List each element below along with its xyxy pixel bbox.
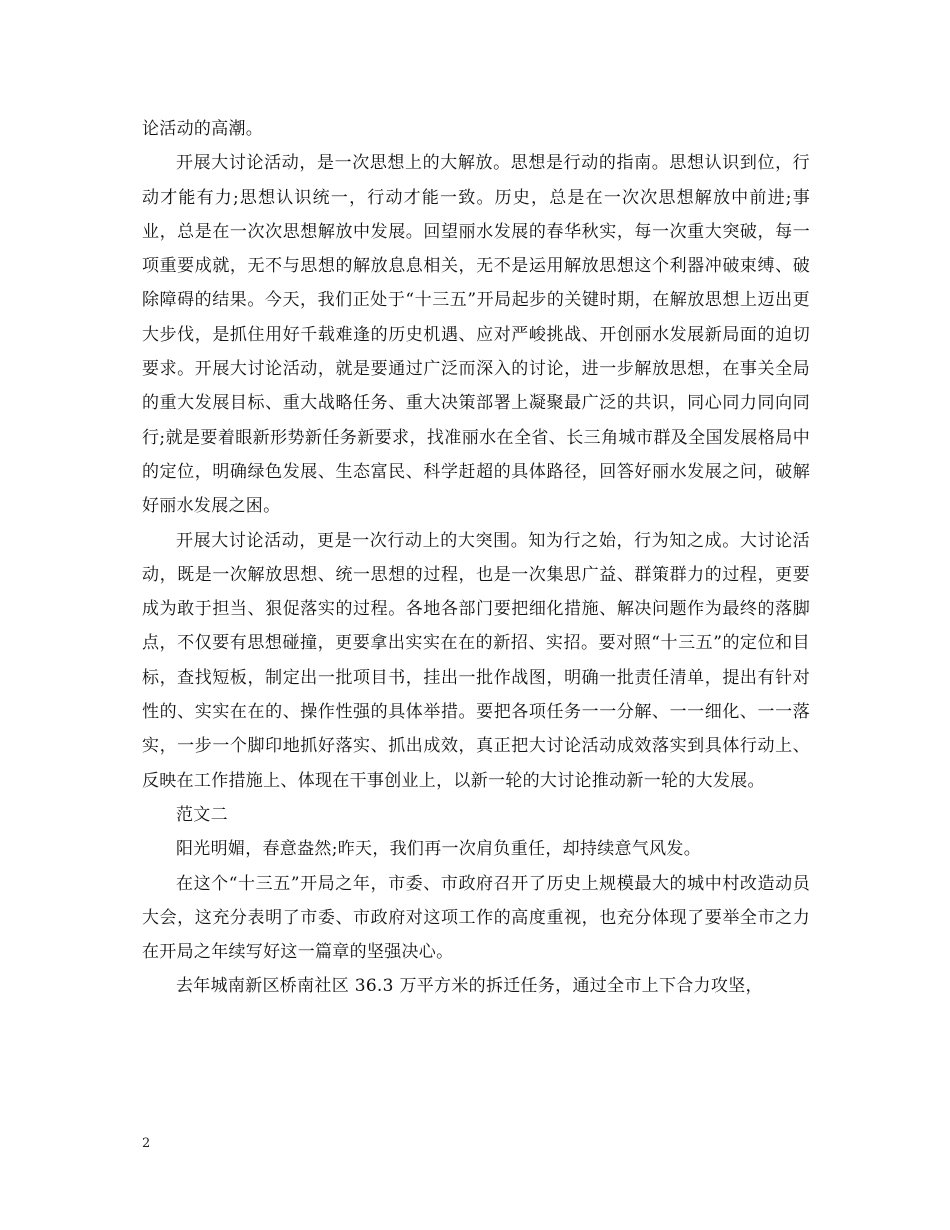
document-body [142, 112, 810, 1004]
paragraph-3: 开展大讨论活动，更是一次行动上的大突围。知为行之始，行为知之成。大讨论活动，既是一次解放思想、统一思想的过程，也是一次集思广益、群策群力的过程，更要成为敢于担当、狠促落实的过程。各地各部门要把细化措施、解决问题作为最终的落脚点，不仅要有思想碰撞，更要拿出实实在在的新招、实招。要对照“十三五”的定位和目标，查找短板，制定出一批项目书，挂出一批作战图，明确一批责任清单，提出有针对性的、实实在在的、操作性强的具体举措。要把各项任务一一分解、一一细化、一一落实，一步一个脚印地抓好落实、抓出成效，真正把大讨论活动成效落实到具体行动上、反映在工作措施上、体现在干事创业上，以新一轮的大讨论推动新一轮的大发展。 [142, 530, 810, 791]
paragraph-5: 在这个“十三五”开局之年，市委、市政府召开了历史上规模最大的城中村改造动员大会，这充分表明了市委、市政府对这项工作的高度重视，也充分体现了要举全市之力在开局之年续写好这一篇章的坚强决心。 [142, 873, 810, 963]
section-heading: 范文二 [176, 804, 228, 825]
paragraph-4: 阳光明媚，春意盎然;昨天，我们再一次肩负重任，却持续意气风发。 [176, 839, 702, 860]
page-number: 2 [142, 1136, 151, 1151]
paragraph-1: 论活动的高潮。 [142, 119, 264, 139]
paragraph-2: 开展大讨论活动，是一次思想上的大解放。思想是行动的指南。思想认识到位，行动才能有力;思想认识统一，行动才能一致。历史，总是在一次次思想解放中前进;事业，总是在一次次思想解放中发展。回望丽水发展的春华秋实，每一次重大突破，每一项重要成就，无不与思想的解放息息相关，无不是运用解放思想这个利器冲破束缚、破除障碍的结果。今天，我们正处于“十三五”开局起步的关键时期，在解放思想上迈出更大步伐，是抓住用好千载难逢的历史机遇、应对严峻挑战、开创丽水发展新局面的迫切要求。开展大讨论活动，就是要通过广泛而深入的讨论，进一步解放思想，在事关全局的重大发展目标、重大战略任务、重大决策部署上凝聚最广泛的共识，同心同力同向同行;就是要着眼新形势新任务新要求，找准丽水在全省、长三角城市群及全国发展格局中的定位，明确绿色发展、生态富民、科学赶超的具体路径，回答好丽水发展之问，破解好丽水发展之困。 [142, 153, 810, 517]
paragraph-6: 去年城南新区桥南社区 36.3 万平方米的拆迁任务，通过全市上下合力攻坚， [176, 976, 763, 997]
